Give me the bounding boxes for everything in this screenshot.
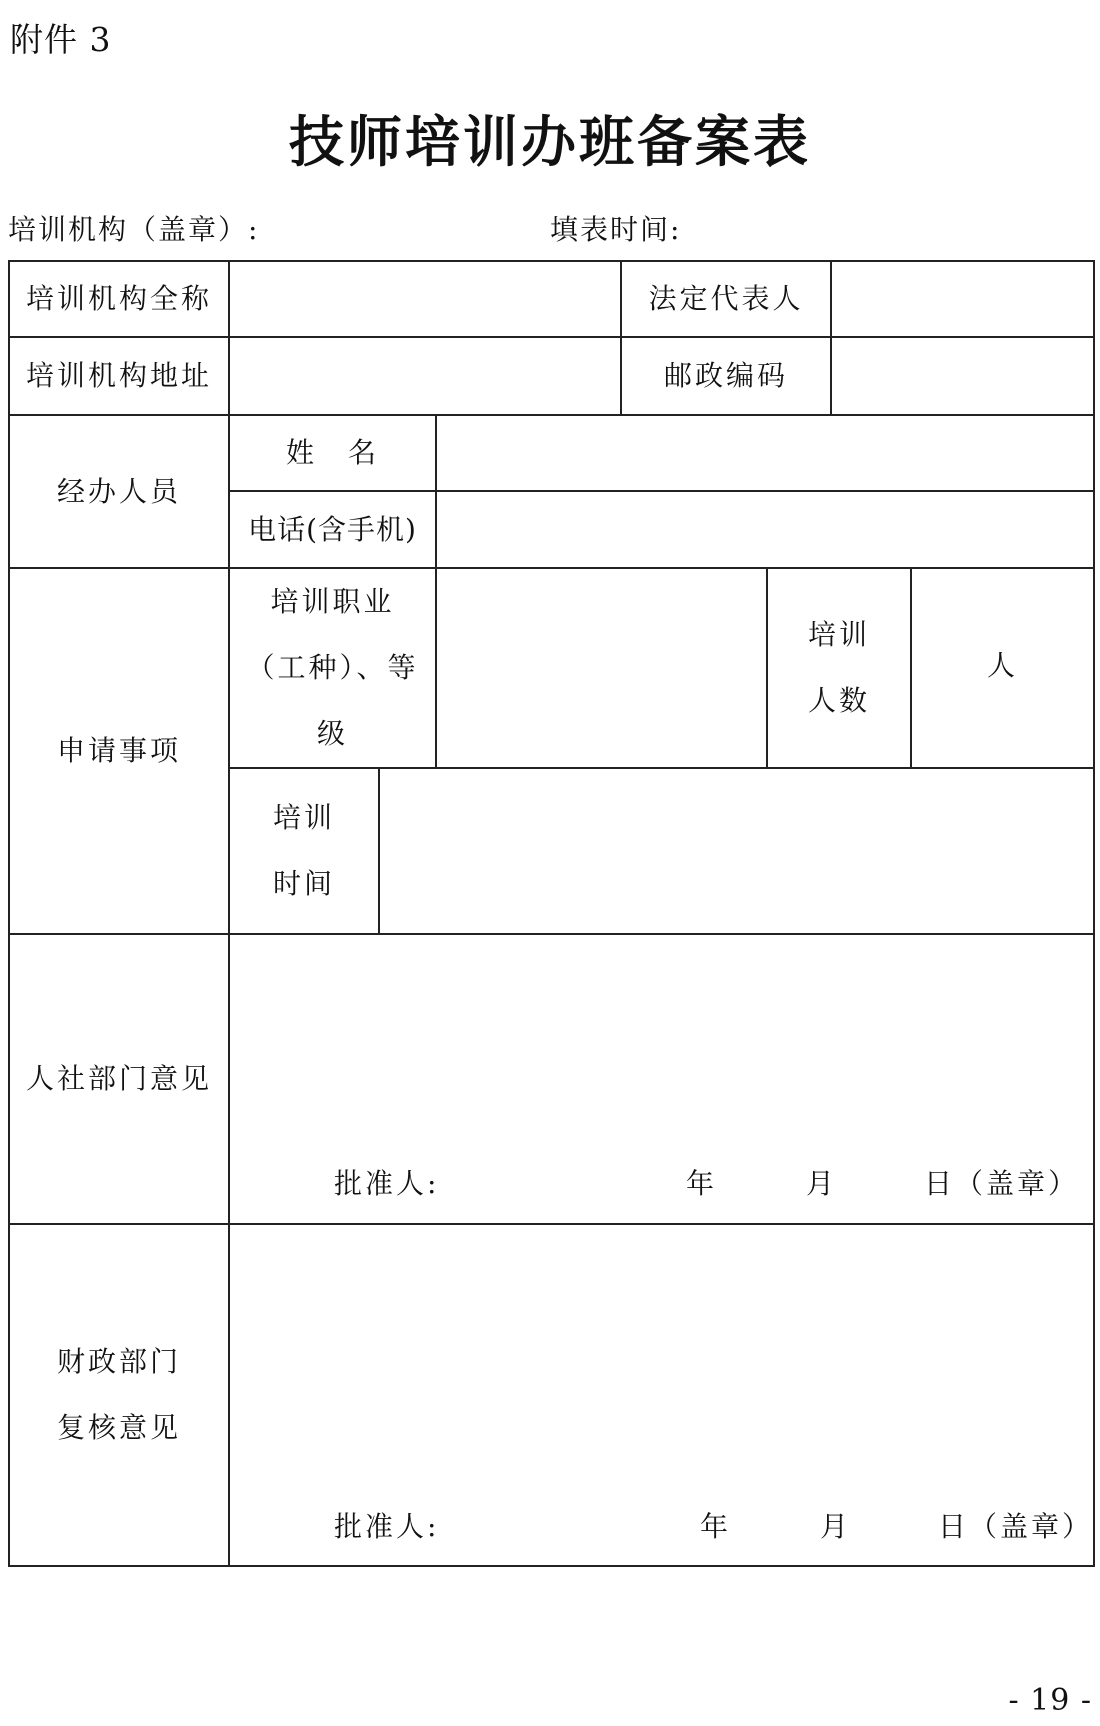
org-address-label: 培训机构地址 [25, 359, 212, 392]
hr-month-label: 月 [806, 1167, 838, 1200]
handler-phone-field[interactable] [437, 492, 1093, 567]
org-address-field[interactable] [230, 338, 620, 414]
occupation-grade-field[interactable] [437, 569, 766, 767]
training-time-field[interactable] [380, 769, 1093, 933]
postal-code-label: 邮政编码 [663, 359, 788, 392]
hr-year-label: 年 [686, 1167, 718, 1200]
occupation-grade-label: 培训职业 （工种）、等 级 [246, 585, 419, 750]
finance-year-label: 年 [700, 1510, 732, 1543]
finance-day-seal-label: 日（盖章） [938, 1510, 1094, 1543]
fill-date-label: 填表时间: [550, 213, 682, 246]
legal-representative-label: 法定代表人 [648, 282, 804, 315]
handler-label: 经办人员 [56, 474, 181, 508]
attachment-label: 附件 3 [10, 20, 112, 59]
handler-name-label: 姓 名 [285, 436, 379, 469]
trainee-count-field[interactable] [912, 569, 1093, 767]
training-org-seal-label: 培训机构（盖章）: [8, 213, 260, 246]
postal-code-field[interactable] [832, 338, 1093, 414]
training-time-label: 培训 时间 [272, 801, 335, 900]
legal-representative-field[interactable] [832, 262, 1093, 336]
trainee-count-label: 培训 人数 [807, 618, 870, 717]
application-items-label: 申请事项 [56, 734, 181, 767]
trainee-count-unit: 人 [986, 649, 1018, 682]
hr-approver-label: 批准人: [334, 1167, 440, 1200]
document-title: 技师培训办班备案表 [288, 109, 811, 174]
finance-opinion-label: 财政部门 复核意见 [56, 1345, 181, 1444]
hr-opinion-label: 人社部门意见 [25, 1062, 212, 1095]
page-number: - 19 - [1008, 1683, 1092, 1718]
org-full-name-field[interactable] [230, 262, 620, 336]
registration-form-table [8, 260, 1095, 1567]
hr-day-seal-label: 日（盖章） [924, 1167, 1080, 1200]
handler-name-field[interactable] [437, 416, 1093, 490]
handler-phone-label: 电话(含手机) [248, 512, 417, 546]
finance-approver-label: 批准人: [334, 1510, 440, 1543]
finance-month-label: 月 [820, 1510, 852, 1543]
org-full-name-label: 培训机构全称 [25, 282, 212, 315]
